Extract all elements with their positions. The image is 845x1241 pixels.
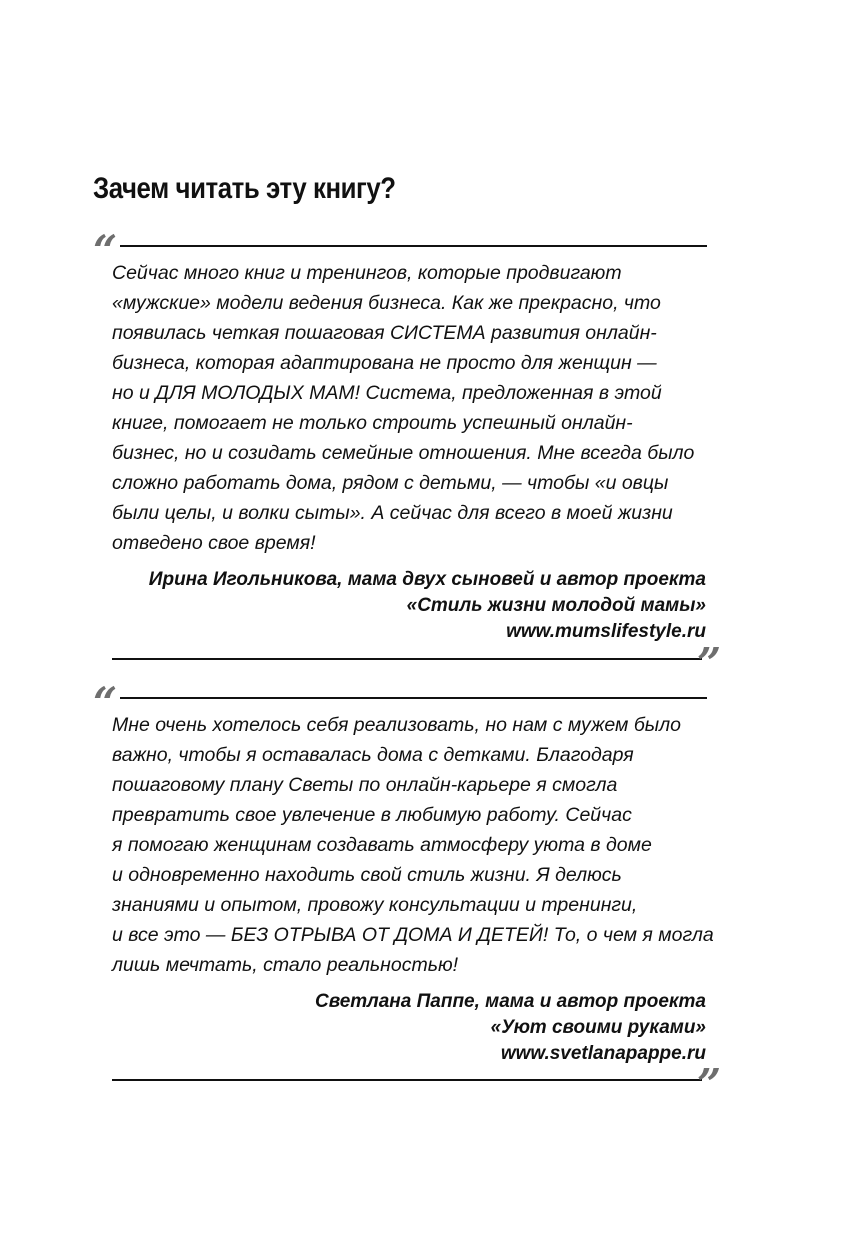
top-divider xyxy=(120,245,707,247)
project-name: «Уют своими руками» xyxy=(490,1017,706,1038)
testimonial-attribution xyxy=(100,989,706,1067)
bottom-divider xyxy=(112,658,702,660)
page-title: Зачем читать эту книгу? xyxy=(93,172,396,205)
open-quote-icon: “ xyxy=(93,226,118,275)
bottom-divider xyxy=(112,1079,702,1081)
project-name: «Стиль жизни молодой мамы» xyxy=(406,595,706,616)
testimonial-text: Мне очень хотелось себя реализовать, но нам с мужем было важно, чтобы я оставалась дома с детками. Благодаря пошаговому плану Светы по онлайн-карьере я смогла превратить свое увлечение в любимую работу. Сейчас я помогаю женщинам создавать атмосферу уюта в доме и одновременно находить свой стиль жизни. Я делюсь знаниями и опытом, провожу консультации и тренинги, и все это — БЕЗ ОТРЫВА ОТ ДОМА И ДЕТЕЙ! То, о чем я могла лишь мечтать, стало реальностью! xyxy=(112,714,714,976)
author-name: Ирина Игольникова, мама двух сыновей и автор проекта xyxy=(148,569,706,590)
close-quote-icon: ” xyxy=(697,639,722,688)
close-quote-icon: ” xyxy=(697,1060,722,1109)
top-divider xyxy=(120,697,707,699)
website-link[interactable]: www.svetlanapappe.ru xyxy=(500,1043,706,1064)
open-quote-icon: “ xyxy=(93,678,118,727)
testimonial-text: Сейчас много книг и тренингов, которые продвигают «мужские» модели ведения бизнеса. Как же прекрасно, что появилась четкая пошаговая СИСТЕМА развития онлайн- бизнеса, которая адаптирована не просто для женщин — но и ДЛЯ МОЛОДЫХ МАМ! Система, предложенная в этой книге, помогает не только строить успешный онлайн- бизнес, но и созидать семейные отношения. Мне всегда было сложно работать дома, рядом с детьми, — чтобы «и овцы были целы, и волки сыты». А сейчас для всего в моей жизни отведено свое время! xyxy=(112,262,695,554)
website-link[interactable]: www.mumslifestyle.ru xyxy=(506,621,706,642)
author-name: Светлана Паппе, мама и автор проекта xyxy=(314,991,706,1012)
testimonial-attribution xyxy=(100,567,706,645)
